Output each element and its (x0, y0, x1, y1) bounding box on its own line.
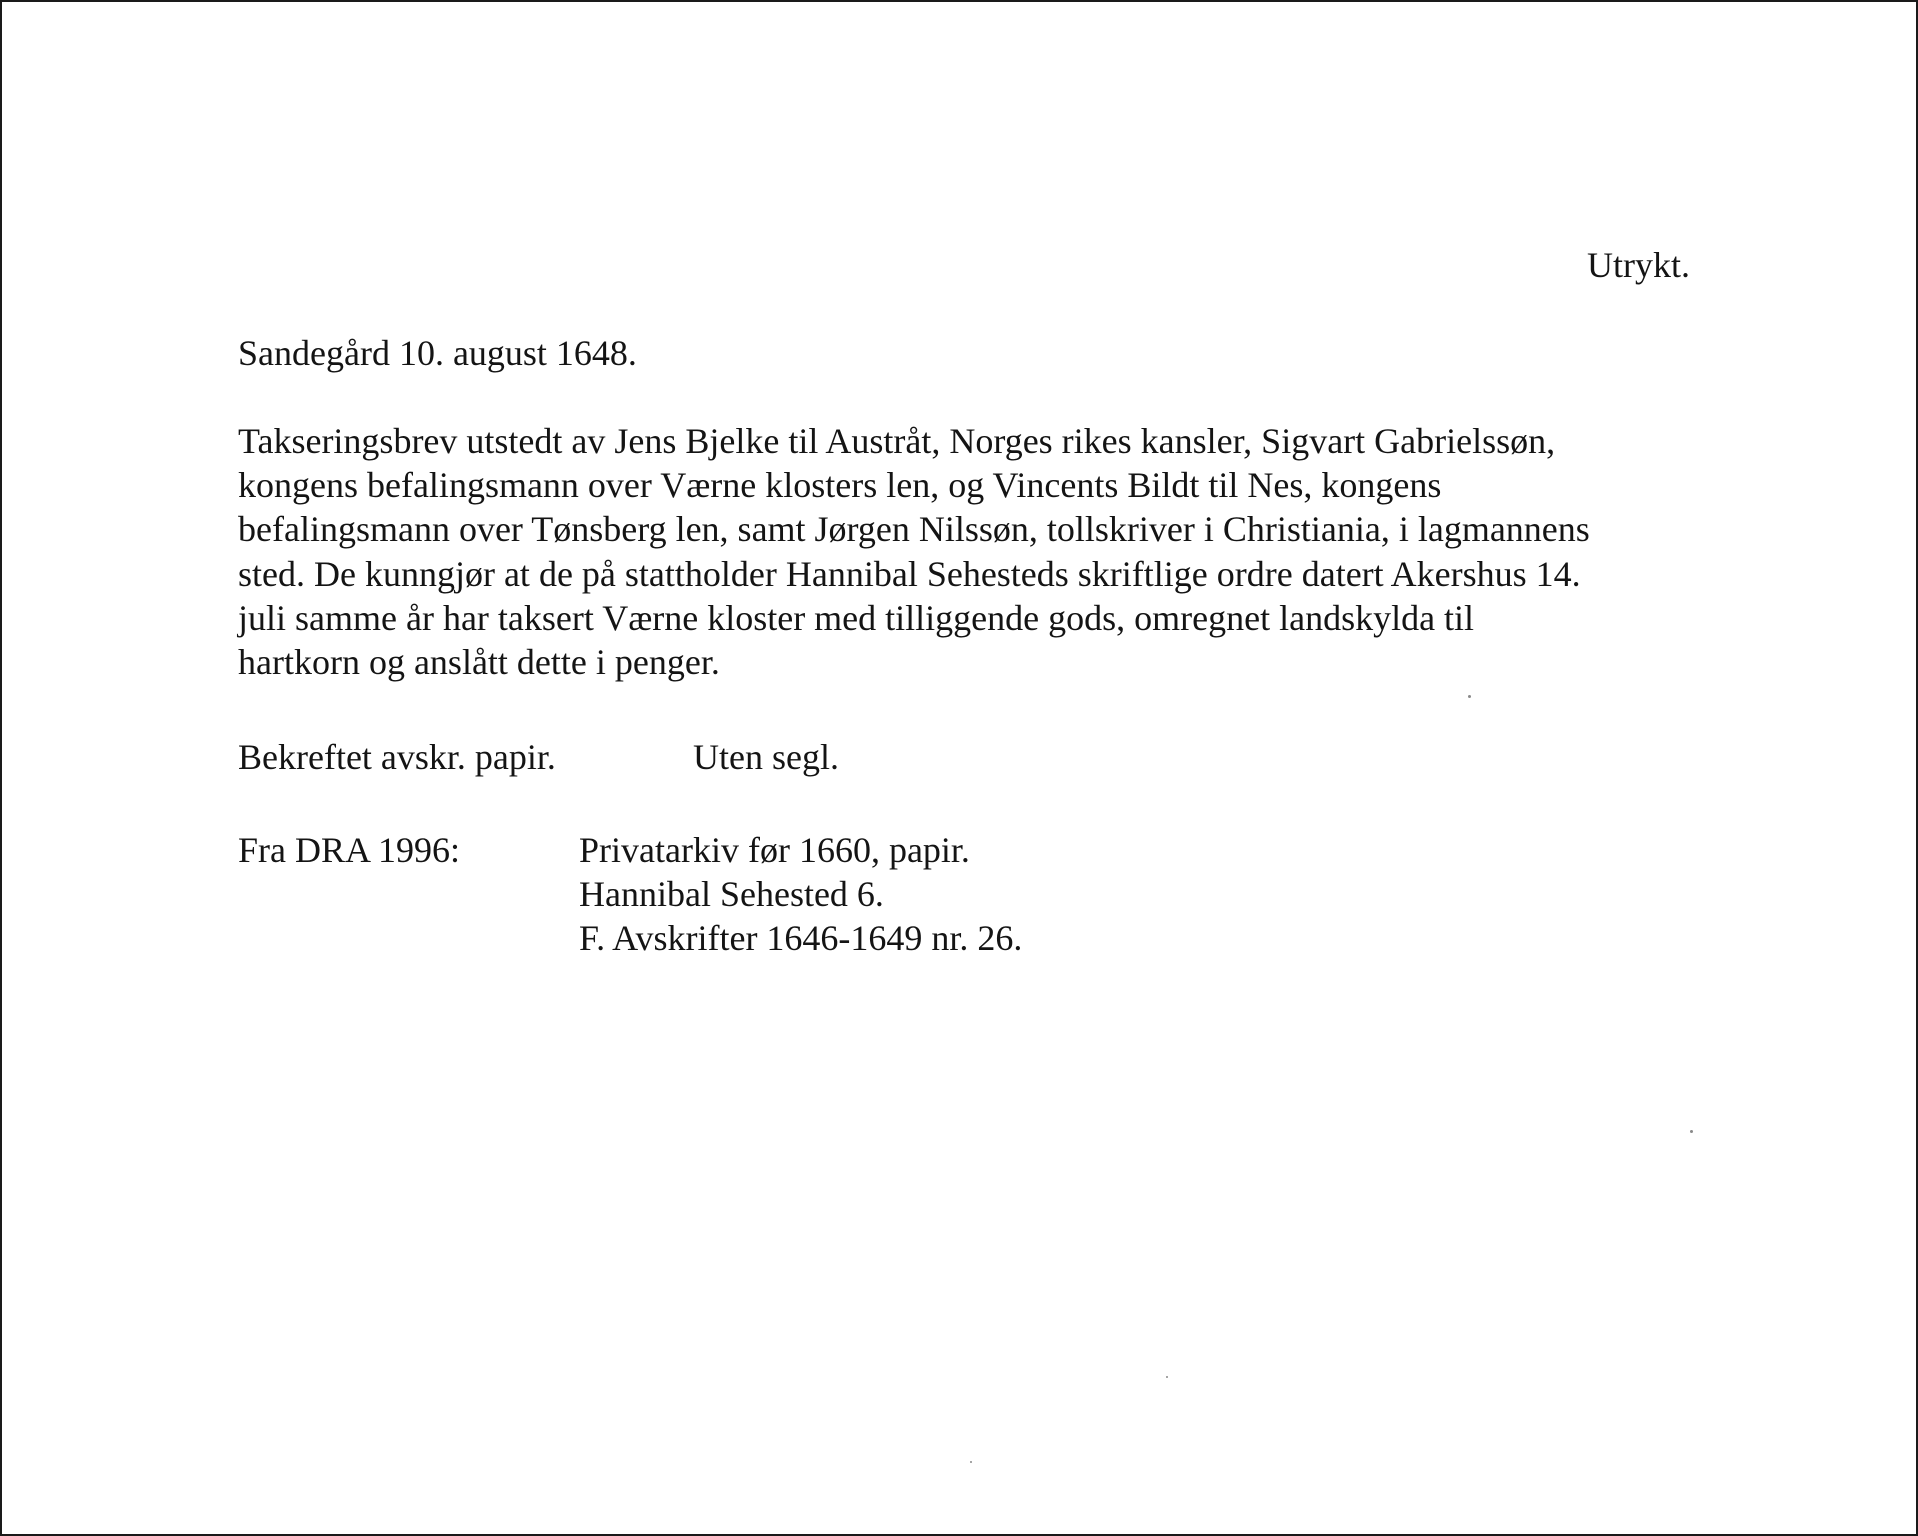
summary-line: sted. De kunngjør at de på stattholder Hannibal Sehesteds skriftlige ordre datert Akershus 14. (238, 553, 1581, 594)
letter-summary (238, 419, 1718, 684)
place-date: Sandegård 10. august 1648. (238, 333, 637, 373)
source-line: F. Avskrifter 1646-1649 nr. 26. (579, 918, 1023, 958)
print-status: Utrykt. (1587, 245, 1690, 285)
source-label: Fra DRA 1996: (238, 830, 461, 870)
summary-line: befalingsmann over Tønsberg len, samt Jørgen Nilssøn, tollskriver i Christiania, i lagmannens (238, 509, 1590, 550)
scan-speck (1690, 1130, 1693, 1133)
copy-type: Bekreftet avskr. papir. (238, 737, 556, 777)
summary-line: juli samme år har taksert Værne kloster med tilliggende gods, omregnet landskylda til (238, 597, 1475, 638)
scan-speck (970, 1461, 972, 1463)
summary-line: kongens befalingsmann over Værne klosters len, og Vincents Bildt til Nes, kongens (238, 465, 1442, 506)
source-line: Privatarkiv før 1660, papir. (579, 830, 970, 870)
scan-speck (1468, 695, 1471, 698)
source-reference (579, 828, 1022, 960)
source-line: Hannibal Sehested 6. (579, 874, 884, 914)
seal-note: Uten segl. (693, 737, 839, 777)
summary-line: Takseringsbrev utstedt av Jens Bjelke til Austråt, Norges rikes kansler, Sigvart Gabrielssøn, (238, 421, 1556, 461)
scan-speck (1166, 1376, 1168, 1378)
summary-line: hartkorn og anslått dette i penger. (238, 642, 720, 683)
